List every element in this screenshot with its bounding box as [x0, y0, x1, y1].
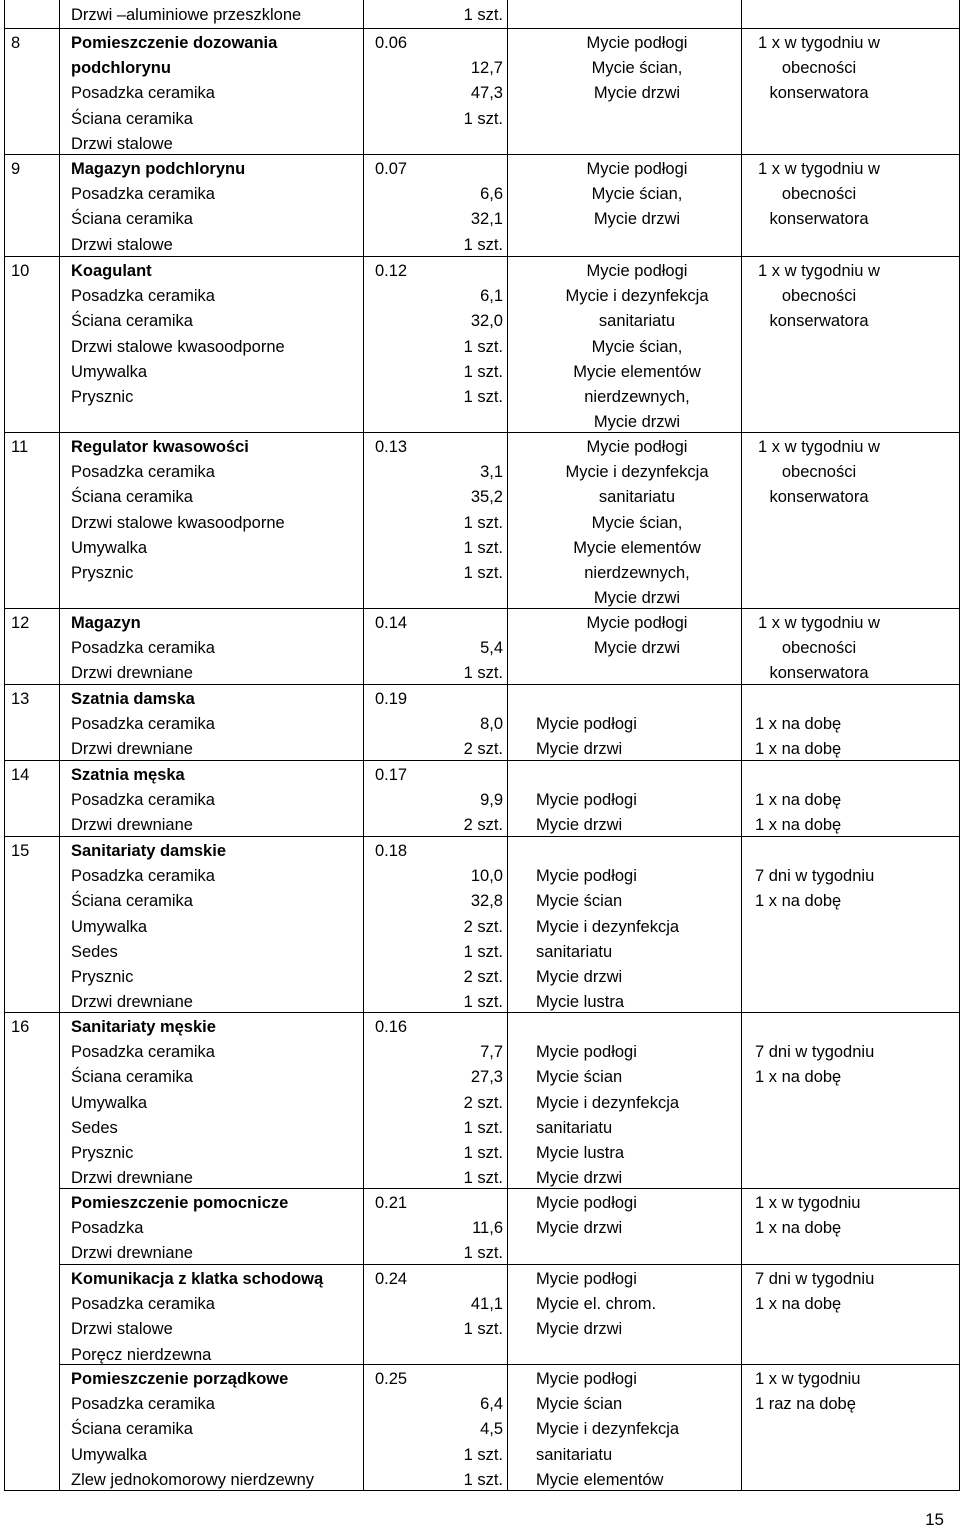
quantity-value: 2 szt.	[463, 968, 503, 986]
quantity-value: 1 szt.	[463, 664, 503, 683]
room-element: podchlorynu	[71, 59, 171, 78]
room-element: Drzwi –aluminiowe przeszklone	[71, 6, 302, 24]
cleaning-frequency: 1 x w tygodniu w	[758, 160, 880, 178]
quantity-value: 1 szt.	[463, 1470, 503, 1489]
room-element: Umywalka	[71, 1445, 148, 1464]
room-element: Drzwi stalowe kwasoodporne	[71, 337, 285, 356]
cleaning-action: Mycie drzwi	[536, 1169, 623, 1188]
room-element: Pomieszczenie porządkowe	[71, 1370, 289, 1388]
quantity-value: 4,5	[480, 1420, 503, 1439]
cleaning-frequency: 1 x na dobę	[755, 715, 842, 734]
cleaning-action: Mycie i dezynfekcja	[565, 463, 709, 482]
cleaning-frequency: konserwatora	[769, 488, 869, 507]
cleaning-action: Mycie el. chrom.	[536, 1295, 657, 1314]
cleaning-frequency: konserwatora	[769, 84, 869, 103]
room-element: Drzwi stalowe kwasoodporne	[71, 513, 285, 532]
table-row-continuation	[5, 0, 959, 28]
room-element: Sanitariaty męskie	[71, 1018, 216, 1036]
cleaning-action: Mycie lustra	[536, 1144, 625, 1162]
room-element: Posadzka ceramika	[71, 867, 215, 886]
cleaning-action: Mycie ścian	[536, 1395, 623, 1414]
cleaning-frequency: 1 x w tygodniu w	[758, 262, 880, 280]
quantity-value: 1 szt.	[463, 1320, 503, 1339]
quantity-value: 11,6	[472, 1219, 503, 1238]
room-element: Umywalka	[71, 1093, 148, 1112]
quantity-value: 6,1	[480, 287, 503, 306]
room-number: 13	[11, 690, 30, 708]
quantity-value: 1 szt.	[463, 1118, 503, 1137]
row-divider	[5, 608, 959, 609]
cleaning-action: Mycie i dezynfekcja	[536, 917, 680, 936]
room-code: 0.06	[375, 34, 408, 52]
room-element: Posadzka ceramika	[71, 1295, 215, 1314]
cleaning-action: Mycie podłogi	[586, 614, 688, 632]
quantity-value: 1 szt.	[463, 513, 503, 532]
quantity-value: 41,1	[470, 1295, 503, 1314]
room-code: 0.18	[375, 842, 408, 860]
room-number: 8	[11, 34, 21, 52]
cleaning-frequency: 1 x w tygodniu w	[758, 614, 880, 632]
table-row	[5, 1264, 959, 1364]
room-element: Koagulant	[71, 262, 152, 280]
room-number: 12	[11, 614, 30, 632]
cleaning-action: sanitariatu	[598, 488, 676, 507]
cleaning-frequency: 1 x na dobę	[755, 1219, 842, 1238]
room-element: Szatnia męska	[71, 766, 185, 784]
cleaning-action: Mycie drzwi	[593, 84, 681, 103]
cleaning-action: Mycie ścian,	[591, 185, 683, 204]
room-element: Ściana ceramika	[71, 488, 193, 507]
quantity-value: 1 szt.	[463, 1169, 503, 1188]
room-element: Drzwi drewniane	[71, 664, 193, 683]
cleaning-frequency: 7 dni w tygodniu	[755, 1043, 875, 1062]
cleaning-action: nierdzewnych,	[584, 388, 690, 407]
room-number: 16	[11, 1018, 30, 1036]
room-code: 0.12	[375, 262, 408, 280]
room-element: Magazyn podchlorynu	[71, 160, 246, 178]
table-row	[5, 256, 959, 432]
room-element: Komunikacja z klatka schodową	[71, 1270, 324, 1288]
page-number: 15	[925, 1510, 944, 1529]
room-element: Drzwi drewniane	[71, 816, 193, 835]
quantity-value: 1 szt.	[463, 109, 503, 128]
room-element: Prysznic	[71, 968, 134, 987]
room-element: Posadzka ceramika	[71, 287, 215, 306]
room-number: 9	[11, 160, 21, 178]
row-divider	[5, 760, 959, 761]
quantity-value: 1 szt.	[463, 1244, 503, 1263]
room-element: Ściana ceramika	[71, 109, 193, 128]
quantity-value: 1 szt.	[463, 538, 503, 557]
room-element: Drzwi drewniane	[71, 1169, 193, 1188]
cleaning-frequency: 1 x na dobę	[755, 1068, 842, 1087]
room-element: Pomieszczenie pomocnicze	[71, 1194, 289, 1212]
quantity-value: 1 szt.	[463, 337, 503, 356]
room-element: Prysznic	[71, 564, 134, 583]
table-row	[5, 608, 959, 684]
row-divider	[59, 1264, 959, 1265]
cleaning-action: sanitariatu	[536, 942, 613, 961]
cleaning-action: Mycie drzwi	[536, 740, 623, 759]
room-element: Umywalka	[71, 538, 148, 557]
quantity-value: 32,0	[470, 312, 503, 331]
room-element: Posadzka ceramika	[71, 185, 215, 204]
room-number: 15	[11, 842, 30, 860]
quantity-value: 2 szt.	[463, 816, 503, 835]
room-code: 0.17	[375, 766, 408, 784]
row-divider	[5, 1012, 959, 1013]
quantity-value: 1 szt.	[463, 388, 503, 406]
room-code: 0.14	[375, 614, 408, 632]
room-element: Posadzka ceramika	[71, 715, 215, 734]
cleaning-frequency: konserwatora	[769, 312, 869, 331]
cleaning-action: Mycie ścian,	[591, 513, 683, 532]
cleaning-frequency: 1 x w tygodniu w	[758, 34, 880, 52]
row-divider	[5, 256, 959, 257]
room-element: Poręcz nierdzewna	[71, 1345, 212, 1364]
room-element: Prysznic	[71, 388, 134, 407]
room-element: Sedes	[71, 1118, 118, 1137]
quantity-value: 2 szt.	[463, 917, 503, 936]
room-number: 14	[11, 766, 30, 784]
cleaning-frequency: 1 raz na dobę	[755, 1395, 856, 1414]
cleaning-action: Mycie podłogi	[586, 160, 688, 178]
cleaning-frequency: 1 x na dobę	[755, 1295, 842, 1314]
cleaning-action: Mycie podłogi	[536, 715, 637, 734]
cleaning-action: Mycie lustra	[536, 993, 625, 1012]
quantity-value: 1 szt.	[463, 993, 503, 1012]
room-element: Posadzka	[71, 1219, 144, 1238]
quantity-value: 6,6	[480, 185, 503, 204]
room-element: Ściana ceramika	[71, 312, 193, 331]
cleaning-frequency: 1 x w tygodniu	[755, 1194, 861, 1212]
room-element: Pomieszczenie dozowania	[71, 34, 278, 52]
cleaning-action: Mycie elementów	[573, 538, 701, 557]
table-row	[5, 1364, 959, 1490]
cleaning-frequency: 1 x w tygodniu w	[758, 438, 880, 456]
cleaning-action: sanitariatu	[536, 1445, 613, 1464]
cleaning-action: sanitariatu	[536, 1118, 613, 1137]
table-row	[5, 1012, 959, 1188]
cleaning-action: Mycie podłogi	[536, 1370, 637, 1388]
cleaning-action: Mycie drzwi	[536, 968, 623, 986]
room-code: 0.13	[375, 438, 408, 456]
room-element: Drzwi stalowe	[71, 235, 173, 254]
table-row	[5, 1188, 959, 1264]
room-code: 0.07	[375, 160, 408, 178]
cleaning-action: Mycie drzwi	[536, 1320, 623, 1339]
room-element: Zlew jednokomorowy nierdzewny	[71, 1470, 315, 1489]
cleaning-action: Mycie podłogi	[536, 867, 637, 886]
room-element: Drzwi drewniane	[71, 993, 193, 1012]
cleaning-action: Mycie drzwi	[593, 413, 681, 432]
cleaning-frequency: 1 x na dobę	[755, 892, 842, 911]
quantity-value: 2 szt.	[463, 1093, 503, 1112]
row-divider	[5, 154, 959, 155]
room-element: Sedes	[71, 942, 118, 961]
cleaning-action: Mycie ścian	[536, 892, 623, 911]
room-element: Posadzka ceramika	[71, 639, 215, 658]
quantity-value: 27,3	[470, 1068, 503, 1087]
quantity-value: 1 szt.	[463, 1445, 503, 1464]
cleaning-action: Mycie elementów	[573, 362, 701, 381]
cleaning-frequency: obecności	[781, 185, 857, 204]
cleaning-action: Mycie podłogi	[536, 1270, 637, 1288]
quantity-value: 1 szt.	[463, 6, 503, 24]
room-code: 0.21	[375, 1194, 408, 1212]
cleaning-action: nierdzewnych,	[584, 564, 690, 583]
quantity-value: 32,8	[470, 892, 503, 911]
quantity-value: 32,1	[470, 210, 503, 229]
room-number: 11	[11, 438, 29, 456]
cleaning-frequency: obecności	[781, 59, 857, 78]
quantity-value: 1 szt.	[463, 564, 503, 582]
cleaning-action: Mycie drzwi	[593, 210, 681, 229]
quantity-value: 1 szt.	[463, 235, 503, 254]
cleaning-frequency: obecności	[781, 463, 857, 482]
cleaning-action: Mycie drzwi	[536, 1219, 623, 1238]
quantity-value: 1 szt.	[463, 362, 503, 381]
room-element: Posadzka ceramika	[71, 1395, 215, 1414]
room-element: Prysznic	[71, 1144, 134, 1163]
cleaning-frequency: 1 x na dobę	[755, 816, 842, 835]
quantity-value: 47,3	[470, 84, 503, 103]
room-element: Drzwi stalowe	[71, 134, 173, 153]
room-number: 10	[11, 262, 30, 280]
quantity-value: 6,4	[480, 1395, 503, 1414]
room-element: Ściana ceramika	[71, 210, 193, 229]
room-element: Drzwi stalowe	[71, 1320, 173, 1339]
cleaning-action: Mycie podłogi	[586, 438, 688, 456]
quantity-value: 2 szt.	[463, 740, 503, 759]
room-element: Drzwi drewniane	[71, 740, 193, 759]
room-element: Ściana ceramika	[71, 1420, 193, 1439]
quantity-value: 9,9	[480, 791, 503, 810]
cleaning-action: Mycie podłogi	[536, 1194, 637, 1212]
cleaning-frequency: konserwatora	[769, 210, 869, 229]
room-element: Ściana ceramika	[71, 1068, 193, 1087]
cleaning-frequency: 1 x na dobę	[755, 740, 842, 759]
room-element: Umywalka	[71, 917, 148, 936]
room-element: Posadzka ceramika	[71, 84, 215, 103]
cleaning-action: Mycie i dezynfekcja	[536, 1420, 680, 1439]
room-element: Drzwi drewniane	[71, 1244, 193, 1263]
cleaning-action: Mycie podłogi	[586, 262, 688, 280]
room-element: Magazyn	[71, 614, 141, 632]
cleaning-action: sanitariatu	[598, 312, 676, 331]
room-element: Sanitariaty damskie	[71, 842, 226, 860]
cleaning-action: Mycie i dezynfekcja	[536, 1093, 680, 1112]
table-row	[5, 760, 959, 836]
quantity-value: 7,7	[480, 1043, 503, 1062]
quantity-value: 3,1	[480, 463, 503, 482]
cleaning-frequency: konserwatora	[769, 664, 869, 683]
table-row	[5, 684, 959, 760]
table-row	[5, 154, 959, 256]
cleaning-action: Mycie podłogi	[586, 34, 688, 52]
cleaning-action: Mycie elementów	[536, 1470, 664, 1489]
row-divider	[5, 28, 959, 29]
room-element: Ściana ceramika	[71, 892, 193, 911]
cleaning-action: Mycie drzwi	[536, 816, 623, 835]
room-code: 0.24	[375, 1270, 408, 1288]
room-code: 0.16	[375, 1018, 408, 1036]
row-divider	[5, 836, 959, 837]
quantity-value: 10,0	[470, 867, 503, 886]
cleaning-action: Mycie ścian	[536, 1068, 623, 1087]
quantity-value: 12,7	[470, 59, 503, 78]
cleaning-action: Mycie drzwi	[593, 589, 681, 608]
room-element: Regulator kwasowości	[71, 438, 249, 456]
room-element: Posadzka ceramika	[71, 1043, 215, 1062]
quantity-value: 8,0	[480, 715, 503, 734]
cleaning-frequency: 1 x w tygodniu	[755, 1370, 861, 1388]
row-divider	[5, 684, 959, 685]
quantity-value: 35,2	[470, 488, 503, 507]
table-row	[5, 432, 959, 608]
cleaning-frequency: 1 x na dobę	[755, 791, 842, 810]
cleaning-schedule-table	[4, 0, 960, 1491]
cleaning-action: Mycie ścian,	[591, 337, 683, 356]
room-code: 0.19	[375, 690, 408, 708]
room-element: Posadzka ceramika	[71, 791, 215, 810]
room-element: Umywalka	[71, 362, 148, 381]
cleaning-frequency: 7 dni w tygodniu	[755, 867, 875, 886]
room-element: Posadzka ceramika	[71, 463, 215, 482]
cleaning-frequency: obecności	[781, 639, 857, 658]
cleaning-action: Mycie drzwi	[593, 639, 681, 658]
room-code: 0.25	[375, 1370, 408, 1388]
table-row	[5, 836, 959, 1012]
quantity-value: 5,4	[480, 639, 503, 658]
room-element: Szatnia damska	[71, 690, 195, 708]
quantity-value: 1 szt.	[463, 942, 503, 961]
cleaning-action: Mycie ścian,	[591, 59, 683, 78]
row-divider	[5, 432, 959, 433]
table-row	[5, 28, 959, 154]
cleaning-frequency: obecności	[781, 287, 857, 306]
cleaning-frequency: 7 dni w tygodniu	[755, 1270, 875, 1288]
row-divider	[59, 1188, 959, 1189]
cleaning-action: Mycie podłogi	[536, 1043, 637, 1062]
quantity-value: 1 szt.	[463, 1144, 503, 1162]
row-divider	[59, 1364, 959, 1365]
cleaning-action: Mycie i dezynfekcja	[565, 287, 709, 306]
cleaning-action: Mycie podłogi	[536, 791, 637, 810]
